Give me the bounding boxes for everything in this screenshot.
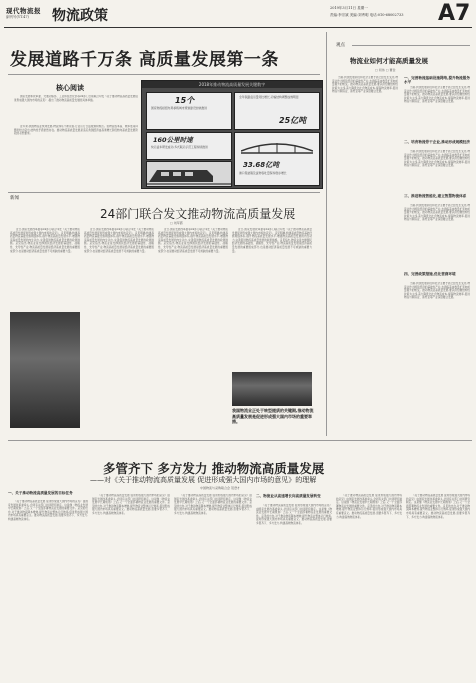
opinion-headline: 物流业如何才能高质量发展: [350, 57, 428, 65]
stat-card: [234, 92, 320, 130]
feature-body-col2: 《关于推动物流高质量发展 促进形成强大国内市场的意见》由国家发展改革委牵头,会同有关部门共同研究制定。这是继《物流业发展中长期规划》之后,又一个全面部署物流业发展的重要文件。意见的出台,对于推动物流降本增效,提升物流业整体运行效率,促进形成强大国内市场具有重要意义。推动物流高质量发展,需要多管齐下、多方发力,构建高效物流体系。: [92, 494, 170, 515]
box-label: 核心阅读: [56, 84, 84, 92]
opinion-tag: 观点: [336, 43, 345, 48]
feature-headline: 多管齐下 多方发力 推动物流高质量发展: [103, 461, 325, 476]
lead-body: 近年来,我国物流业快速发展,物流体系不断完善,行业运行日益成熟和规范。但物流成本高、效率低等问题仍较为突出,结构性矛盾依然存在。推动物流高质量发展是适应我国经济由高速增长阶段转向高质量发展阶段的必然要求。: [14, 125, 138, 136]
news-body-col2: 近日,国家发展改革委等24部门联合印发《关于推动物流高质量发展促进形成强大国内市场的意见》。意见明确,构建高质量物流基础设施网络体系,提升物流高质量发展水平,增强物流高质量发展的内生动力,完善促进物流高质量发展的政策措施。意见指出,物流业是支撑国民经济发展的基础性、战略性、先导性产业,物流高质量发展是经济高质量发展的重要组成部分,也是推动经济高质量发展不可或缺的重要力量。: [84, 228, 154, 253]
opinion-section-2: 二、培育物流骨干企业,推动形成规模经济: [404, 140, 470, 144]
bridge-icon: [241, 137, 313, 157]
opinion-section-4: 四、完善政策措施,优化营商环境: [404, 272, 456, 276]
feature-subhead: ——对《关于推动物流高质量发展 促进形成强大国内市场的意见》的理解: [90, 476, 317, 484]
column-divider: [326, 32, 327, 436]
news-body-col1: 近日,国家发展改革委等24部门联合印发《关于推动物流高质量发展促进形成强大国内市场的意见》。意见明确,构建高质量物流基础设施网络体系,提升物流高质量发展水平,增强物流高质量发展的内生动力,完善促进物流高质量发展的政策措施。意见指出,物流业是支撑国民经济发展的基础性、战略性、先导性产业,物流高质量发展是经济高质量发展的重要组成部分,也是推动经济高质量发展不可或缺的重要力量。: [10, 228, 80, 253]
stat-text: 港口集装箱及货物吞吐量保持稳步增长: [239, 171, 287, 175]
quote-photo: [232, 372, 312, 406]
opinion-tag-rule: [352, 45, 470, 46]
news-quote: 我国物流业正处于转型提质的关键期,推动物流高质量发展是促进形成强大国内市场的重要举措。: [232, 408, 314, 424]
opinion-byline: □ 何伟 □ 曹金: [375, 68, 396, 72]
stat-card: [146, 92, 232, 130]
lead-rule: [8, 74, 320, 75]
feature-rule: [8, 440, 472, 441]
feature-section-2: 二、物流业从高速增长向高质量发展转变: [256, 494, 321, 498]
lead-headline: 发展道路千万条 高质量发展第一条: [10, 50, 279, 70]
news-tag: 新闻: [10, 196, 19, 201]
stat-figure: 15个: [175, 96, 195, 105]
opinion-body-col2c: 当前,我国发展阶段和社会主要矛盾已经发生变化,物流业作为国民经济的基础性产业,也面临着由数量扩张向质量提升的转变。推动物流业高质量发展,要以供给侧结构性改革为主线,着力降低全社会物流成本,提高物流效率,促进物流与制造业、商贸业等产业深度融合发展。: [404, 204, 470, 222]
feature-body-col4: 《关于推动物流高质量发展 促进形成强大国内市场的意见》由国家发展改革委牵头,会同有关部门共同研究制定。这是继《物流业发展中长期规划》之后,又一个全面部署物流业发展的重要文件。意见的出台,对于推动物流降本增效,提升物流业整体运行效率,促进形成强大国内市场具有重要意义。推动物流高质量发展,需要多管齐下、多方发力,构建高效物流体系。: [256, 504, 332, 525]
opinion-section-1: 一、完善物流基础设施网络,提升物流服务水平: [404, 76, 470, 85]
opinion-body-col2b: 当前,我国发展阶段和社会主要矛盾已经发生变化,物流业作为国民经济的基础性产业,也面临着由数量扩张向质量提升的转变。推动物流业高质量发展,要以供给侧结构性改革为主线,着力降低全社会物流成本,提高物流效率,促进物流与制造业、商贸业等产业深度融合发展。: [404, 150, 470, 168]
feature-body-col5: 《关于推动物流高质量发展 促进形成强大国内市场的意见》由国家发展改革委牵头,会同有关部门共同研究制定。这是继《物流业发展中长期规划》之后,又一个全面部署物流业发展的重要文件。意见的出台,对于推动物流降本增效,提升物流业整体运行效率,促进形成强大国内市场具有重要意义。推动物流高质量发展,需要多管齐下、多方发力,构建高效物流体系。: [336, 494, 402, 519]
stat-card: [146, 132, 232, 160]
feature-byline: 中国物流与采购联合会 贺登才: [200, 486, 240, 490]
feature-body-col1: 《关于推动物流高质量发展 促进形成强大国内市场的意见》由国家发展改革委牵头,会同有关部门共同研究制定。这是继《物流业发展中长期规划》之后,又一个全面部署物流业发展的重要文件。意见的出台,对于推动物流降本增效,提升物流业整体运行效率,促进形成强大国内市场具有重要意义。推动物流高质量发展,需要多管齐下、多方发力,构建高效物流体系。: [8, 500, 88, 521]
feature-section-1: 一、关于推动物流高质量发展的目标任务: [8, 491, 73, 495]
page-number: A7: [438, 1, 471, 26]
opinion-body-col2a: 当前,我国发展阶段和社会主要矛盾已经发生变化,物流业作为国民经济的基础性产业,也面临着由数量扩张向质量提升的转变。推动物流业高质量发展,要以供给侧结构性改革为主线,着力降低全社会物流成本,提高物流效率,促进物流与制造业、商贸业等产业深度融合发展。: [404, 86, 470, 104]
stat-text: 快运货车研发成功,多式联运示范工程持续推进: [151, 145, 208, 149]
stats-graphic: [141, 80, 323, 189]
train-icon: [146, 161, 232, 187]
paper-name: 现代物流报: [6, 7, 41, 15]
graphic-title: 2018年推动物流高质量发展关键数字: [142, 81, 322, 88]
feature-body-col3: 《关于推动物流高质量发展 促进形成强大国内市场的意见》由国家发展改革委牵头,会同有关部门共同研究制定。这是继《物流业发展中长期规划》之后,又一个全面部署物流业发展的重要文件。意见的出台,对于推动物流降本增效,提升物流业整体运行效率,促进形成强大国内市场具有重要意义。推动物流高质量发展,需要多管齐下、多方发力,构建高效物流体系。: [174, 494, 252, 515]
opinion-section-3: 三、推进物流智能化,建立智慧物流体系: [404, 194, 467, 198]
stat-figure: 25亿吨: [279, 116, 307, 125]
paper-sub: 副刊号(YT.47): [6, 15, 29, 19]
opinion-body-col2d: 当前,我国发展阶段和社会主要矛盾已经发生变化,物流业作为国民经济的基础性产业,也面临着由数量扩张向质量提升的转变。推动物流业高质量发展,要以供给侧结构性改革为主线,着力降低全社会物流成本,提高物流效率,促进物流与制造业、商贸业等产业深度融合发展。: [404, 282, 470, 300]
column-title: 物流政策: [52, 8, 108, 24]
news-headline: 24部门联合发文推动物流高质量发展: [100, 207, 296, 221]
feature-body-col6: 《关于推动物流高质量发展 促进形成强大国内市场的意见》由国家发展改革委牵头,会同有关部门共同研究制定。这是继《物流业发展中长期规划》之后,又一个全面部署物流业发展的重要文件。意见的出台,对于推动物流降本增效,提升物流业整体运行效率,促进形成强大国内市场具有重要意义。推动物流高质量发展,需要多管齐下、多方发力,构建高效物流体系。: [406, 494, 470, 519]
masthead-rule: [4, 27, 472, 28]
news-byline: □ 刘军霞: [170, 221, 183, 225]
stat-card: [234, 132, 320, 186]
stat-figure: 160公里时速: [153, 136, 193, 144]
stat-figure: 33.68亿吨: [243, 161, 280, 169]
stat-text: 全年铁路货运量同比增长,运输结构调整成效明显: [239, 95, 299, 99]
news-photo: [10, 312, 80, 428]
date-line: 2019年3月11日 星期一: [330, 6, 368, 10]
news-rule: [8, 192, 320, 193]
box-text: 国家发展和改革委、交通运输部、工业和信息化部等24部门日前联合印发《关于推动物流高质量发展促进形成强大国内市场的意见》,提出了推动物流高质量发展的具体举措。: [14, 95, 138, 102]
opinion-body-col1: 当前,我国发展阶段和社会主要矛盾已经发生变化,物流业作为国民经济的基础性产业,也面临着由数量扩张向质量提升的转变。推动物流业高质量发展,要以供给侧结构性改革为主线,着力降低全社会物流成本,提高物流效率,促进物流与制造业、商贸业等产业深度融合发展。: [332, 76, 398, 94]
news-body-col3: 近日,国家发展改革委等24部门联合印发《关于推动物流高质量发展促进形成强大国内市场的意见》。意见明确,构建高质量物流基础设施网络体系,提升物流高质量发展水平,增强物流高质量发展的内生动力,完善促进物流高质量发展的政策措施。意见指出,物流业是支撑国民经济发展的基础性、战略性、先导性产业,物流高质量发展是经济高质量发展的重要组成部分,也是推动经济高质量发展不可或缺的重要力量。: [158, 228, 228, 253]
stat-text: 国家物流枢纽布局承载城市规划建设加快推进: [151, 106, 207, 110]
news-body-col4: 近日,国家发展改革委等24部门联合印发《关于推动物流高质量发展促进形成强大国内市场的意见》。意见明确,构建高质量物流基础设施网络体系,提升物流高质量发展水平,增强物流高质量发展的内生动力,完善促进物流高质量发展的政策措施。意见指出,物流业是支撑国民经济发展的基础性、战略性、先导性产业,物流高质量发展是经济高质量发展的重要组成部分,也是推动经济高质量发展不可或缺的重要力量。: [232, 228, 312, 253]
staff-line: 责编:李宗斌 美编:刘秀明 电话:010-68002733: [330, 13, 404, 17]
